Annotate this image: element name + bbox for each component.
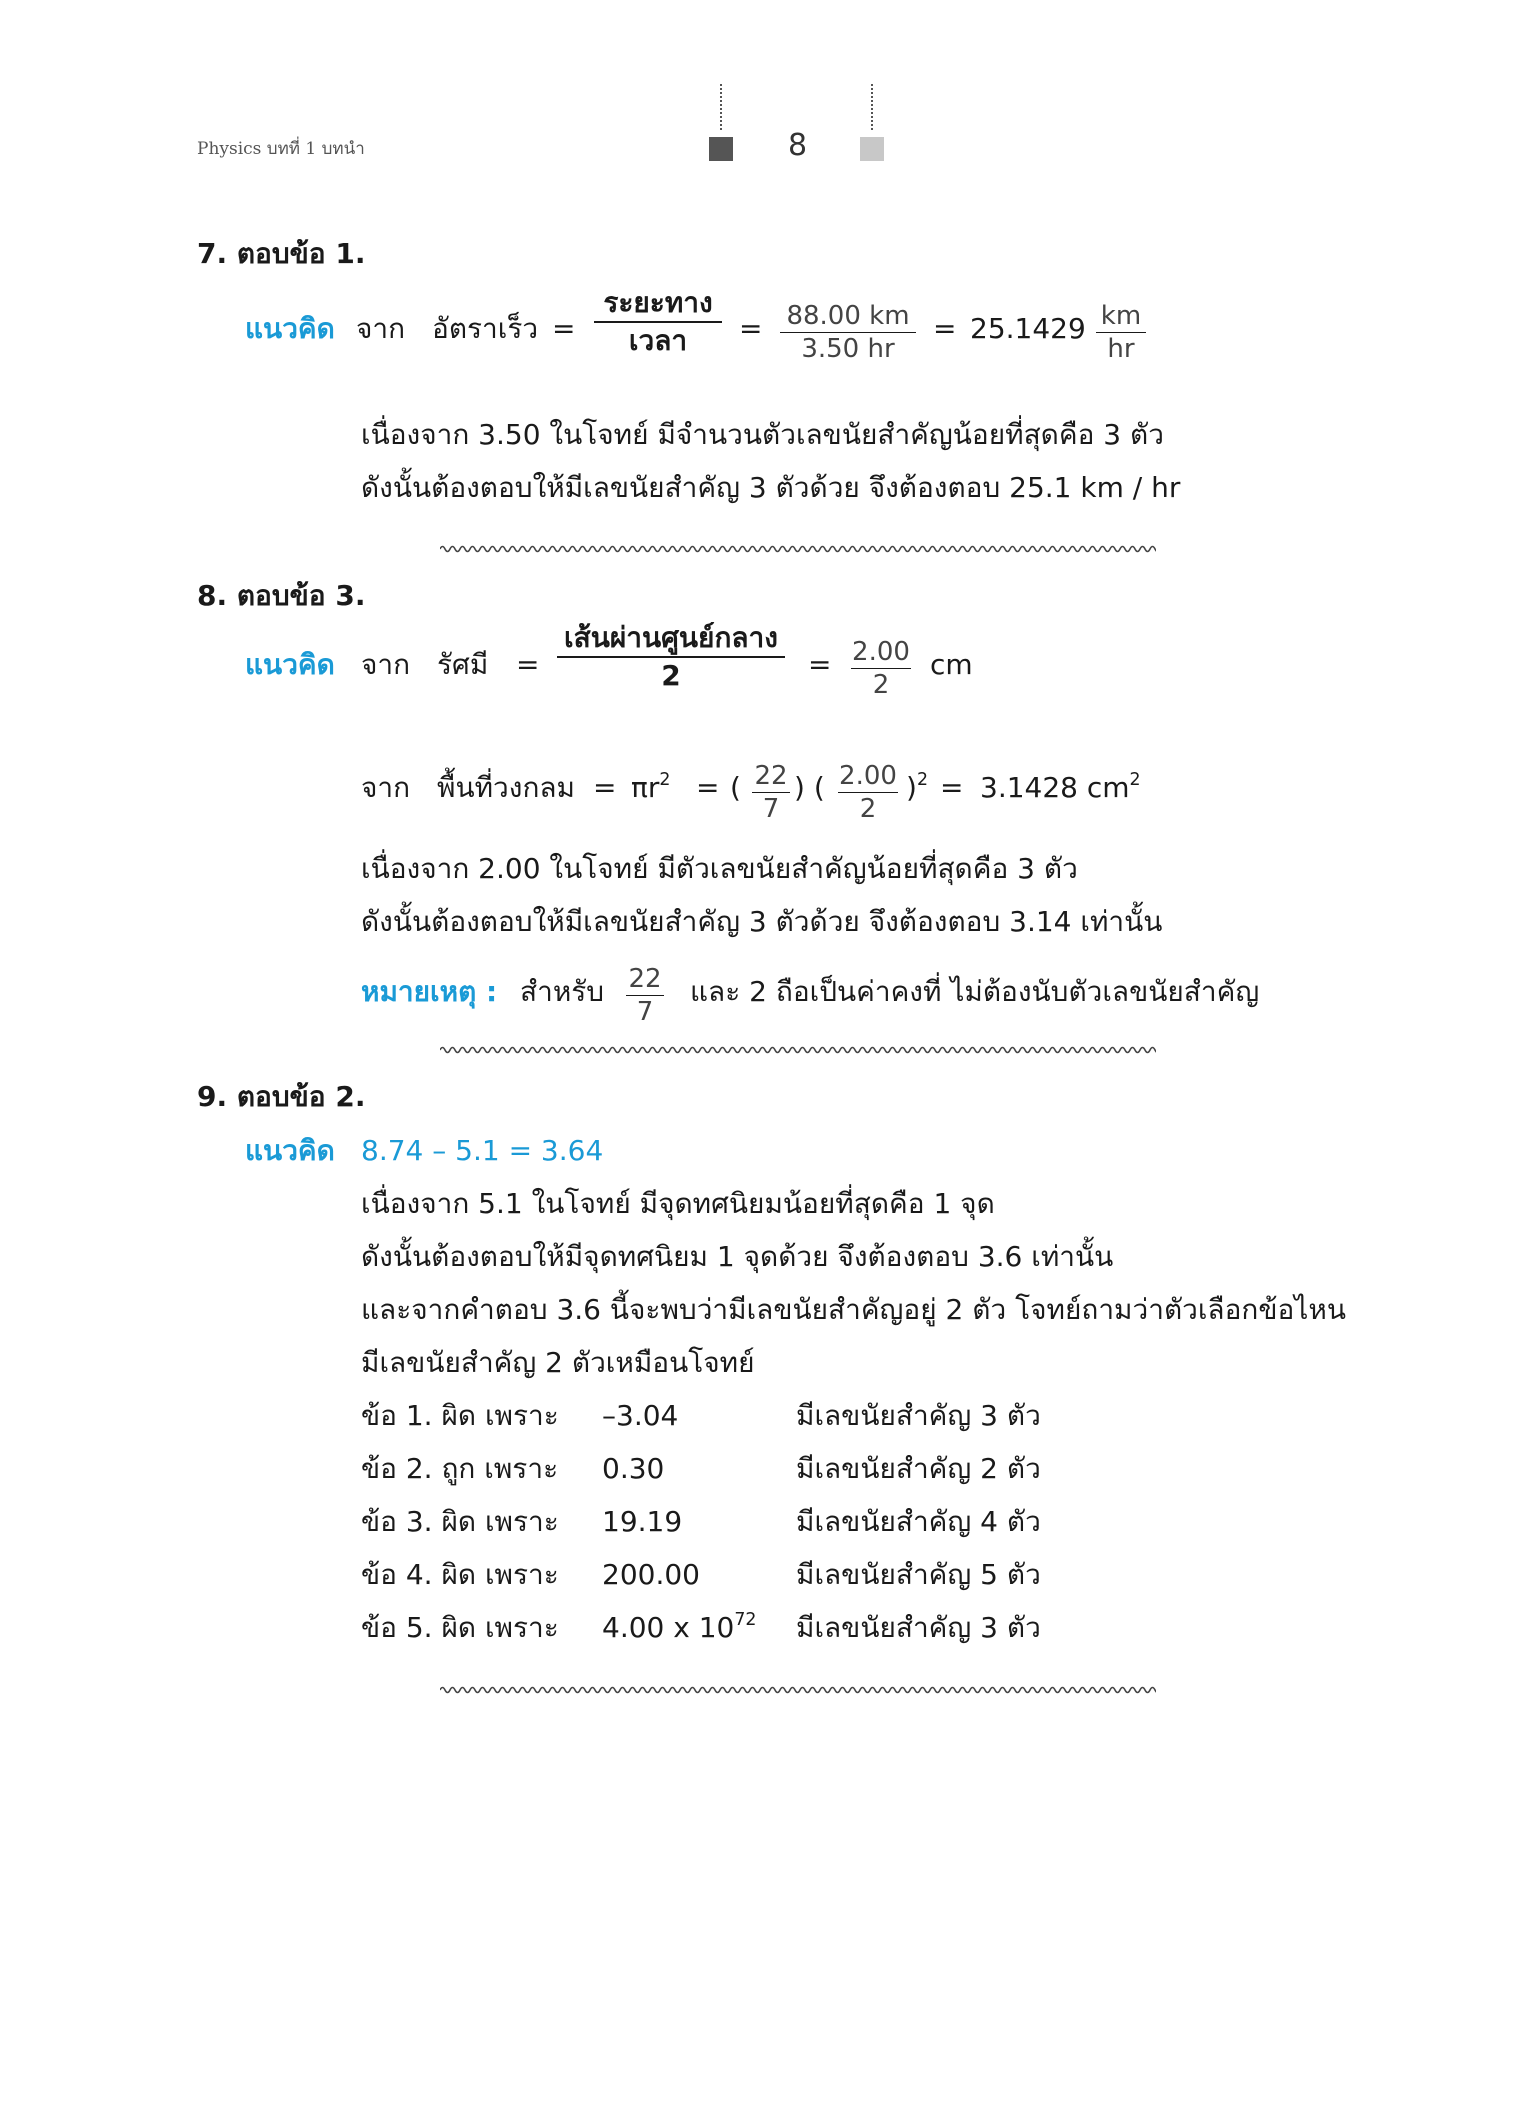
- q7-from: จาก: [356, 312, 406, 345]
- q7-variable: อัตราเร็ว: [432, 312, 539, 345]
- q8-close-open-paren: ) (: [794, 771, 825, 804]
- q7-frac2-numerator: 88.00 km: [786, 301, 910, 331]
- fraction-bar: [838, 792, 898, 793]
- q8-unit: cm: [930, 648, 973, 681]
- q9-concept-label: แนวคิด: [245, 1134, 335, 1167]
- q8-area-equals-2: =: [696, 771, 720, 804]
- q8-note-numerator: 22: [628, 964, 662, 994]
- fraction-bar: [780, 332, 916, 333]
- fraction-bar: [557, 656, 785, 658]
- q8-note-prefix: สำหรับ: [520, 975, 605, 1008]
- fraction-bar: [1096, 332, 1146, 333]
- option-sig-figs: มีเลขนัยสำคัญ 3 ตัว: [796, 1611, 1041, 1644]
- option-label: ข้อ 1. ผิด เพราะ: [361, 1399, 559, 1432]
- q8-area-result: [980, 770, 1141, 806]
- q8-area-pi-exponent: 2: [659, 769, 671, 790]
- q8-concept-label: แนวคิด: [245, 648, 335, 681]
- q8-area-from: จาก: [361, 771, 411, 804]
- q9-explanation-line-4: มีเลขนัยสำคัญ 2 ตัวเหมือนโจทย์: [361, 1346, 755, 1379]
- q7-concept-label: แนวคิด: [245, 312, 335, 345]
- option-label: ข้อ 2. ถูก เพราะ: [361, 1452, 559, 1485]
- option-value: [602, 1557, 700, 1593]
- q8-area-equals-3: =: [940, 771, 964, 804]
- q8-from: จาก: [361, 648, 411, 681]
- q8-close-paren: ): [906, 771, 917, 804]
- q8-area-result-exponent: 2: [1129, 769, 1141, 790]
- q7-explanation-line-2: ดังนั้นต้องตอบให้มีเลขนัยสำคัญ 3 ตัวด้วย จึงต้องตอบ 25.1 km / hr: [361, 471, 1181, 504]
- q8-note-text: และ 2 ถือเป็นค่าคงที่ ไม่ต้องนับตัวเลขนัยสำคัญ: [690, 975, 1260, 1008]
- section-divider-wave: [440, 1683, 1156, 1697]
- section-divider-wave: [440, 542, 1156, 556]
- option-number: 200.00: [602, 1558, 700, 1591]
- option-label: ข้อ 3. ผิด เพราะ: [361, 1505, 559, 1538]
- q8-frac1-numerator: เส้นผ่านศูนย์กลาง: [564, 621, 778, 654]
- q7-frac1-numerator: ระยะทาง: [603, 286, 713, 319]
- q7-explanation-line-1: เนื่องจาก 3.50 ในโจทย์ มีจำนวนตัวเลขนัยสำคัญน้อยที่สุดคือ 3 ตัว: [361, 418, 1164, 451]
- q7-unit-fraction: [1096, 302, 1146, 363]
- q8-frac1-denominator: 2: [661, 659, 681, 692]
- option-number: 19.19: [602, 1505, 683, 1538]
- q8-area-pi-r: πr: [631, 771, 660, 804]
- q7-equals-3: =: [933, 312, 957, 345]
- header-dotted-line-left: [720, 84, 722, 130]
- q7-equals-2: =: [739, 312, 763, 345]
- q8-equals-2: =: [808, 648, 832, 681]
- q8-explanation-line-2: ดังนั้นต้องตอบให้มีเลขนัยสำคัญ 3 ตัวด้วย จึงต้องตอบ 3.14 เท่านั้น: [361, 905, 1163, 938]
- page-number: 8: [788, 128, 808, 163]
- q8-note-denominator: 7: [636, 997, 654, 1027]
- q9-explanation-line-1: เนื่องจาก 5.1 ในโจทย์ มีจุดทศนิยมน้อยที่สุดคือ 1 จุด: [361, 1187, 995, 1220]
- q8-frac2-numerator: 2.00: [852, 637, 910, 667]
- q8-note-label: หมายเหตุ :: [361, 975, 498, 1008]
- option-label: ข้อ 5. ผิด เพราะ: [361, 1611, 559, 1644]
- section-divider-wave: [440, 1043, 1156, 1057]
- option-sig-figs: มีเลขนัยสำคัญ 3 ตัว: [796, 1399, 1041, 1432]
- q7-result: 25.1429: [970, 312, 1086, 345]
- fraction-bar: [626, 995, 664, 996]
- q8-title: 8. ตอบข้อ 3.: [197, 579, 366, 612]
- q8-pi-numerator: 22: [754, 761, 788, 791]
- option-number: 4.00 x 10: [602, 1611, 735, 1644]
- q7-frac2-denominator: 3.50 hr: [801, 334, 895, 364]
- q8-open-paren: (: [730, 771, 741, 804]
- q7-fraction-distance-time: [594, 287, 722, 357]
- q8-area-result-value: 3.1428 cm: [980, 771, 1130, 804]
- q8-equals-1: =: [516, 648, 540, 681]
- q8-pi-fraction: [752, 762, 790, 823]
- q9-title: 9. ตอบข้อ 2.: [197, 1080, 366, 1113]
- header-dotted-line-right: [871, 84, 873, 130]
- q8-radius-fraction: [838, 762, 898, 823]
- header-square-dark: [709, 137, 733, 161]
- option-sig-figs: มีเลขนัยสำคัญ 4 ตัว: [796, 1505, 1041, 1538]
- option-value: [602, 1610, 756, 1646]
- q8-frac2-denominator: 2: [872, 670, 890, 700]
- option-number: 0.30: [602, 1452, 665, 1485]
- q8-variable: รัศมี: [437, 648, 489, 681]
- q8-explanation-line-1: เนื่องจาก 2.00 ในโจทย์ มีตัวเลขนัยสำคัญน้อยที่สุดคือ 3 ตัว: [361, 852, 1078, 885]
- q7-frac1-denominator: เวลา: [628, 324, 688, 357]
- q8-fraction-diameter: [557, 622, 785, 692]
- q8-pi-denominator: 7: [762, 794, 780, 824]
- fraction-bar: [851, 668, 911, 669]
- q8-fraction-values: [851, 638, 911, 699]
- q9-explanation-line-2: ดังนั้นต้องตอบให้มีจุดทศนิยม 1 จุดด้วย จึงต้องตอบ 3.6 เท่านั้น: [361, 1240, 1114, 1273]
- q8-radius-denominator: 2: [859, 794, 877, 824]
- q8-area-variable: พื้นที่วงกลม: [437, 771, 576, 804]
- q9-explanation-line-3: และจากคำตอบ 3.6 นี้จะพบว่ามีเลขนัยสำคัญอยู่ 2 ตัว โจทย์ถามว่าตัวเลือกข้อไหน: [361, 1293, 1346, 1326]
- fraction-bar: [752, 792, 790, 793]
- running-header: Physics บทที่ 1 บทนำ: [197, 139, 365, 159]
- option-sig-figs: มีเลขนัยสำคัญ 2 ตัว: [796, 1452, 1041, 1485]
- option-value: [602, 1398, 678, 1434]
- option-sig-figs: มีเลขนัยสำคัญ 5 ตัว: [796, 1558, 1041, 1591]
- option-exponent: 72: [734, 1609, 757, 1630]
- q8-area-pi-r-squared: [631, 770, 670, 806]
- q9-expression: 8.74 – 5.1 = 3.64: [361, 1134, 604, 1167]
- option-value: [602, 1504, 682, 1540]
- q7-unit-denominator: hr: [1107, 334, 1135, 364]
- q8-area-equals-1: =: [593, 771, 617, 804]
- q7-fraction-values: [780, 302, 916, 363]
- q8-note-fraction: [626, 965, 664, 1026]
- option-number: –3.04: [602, 1399, 679, 1432]
- fraction-bar: [594, 321, 722, 323]
- q8-close-paren-squared: [906, 770, 928, 806]
- option-label: ข้อ 4. ผิด เพราะ: [361, 1558, 559, 1591]
- q7-title: 7. ตอบข้อ 1.: [197, 237, 366, 270]
- q7-equals-1: =: [552, 312, 576, 345]
- option-value: [602, 1451, 664, 1487]
- q8-radius-numerator: 2.00: [839, 761, 897, 791]
- q7-unit-numerator: km: [1100, 301, 1142, 331]
- header-square-light: [860, 137, 884, 161]
- q8-radius-exponent: 2: [916, 769, 928, 790]
